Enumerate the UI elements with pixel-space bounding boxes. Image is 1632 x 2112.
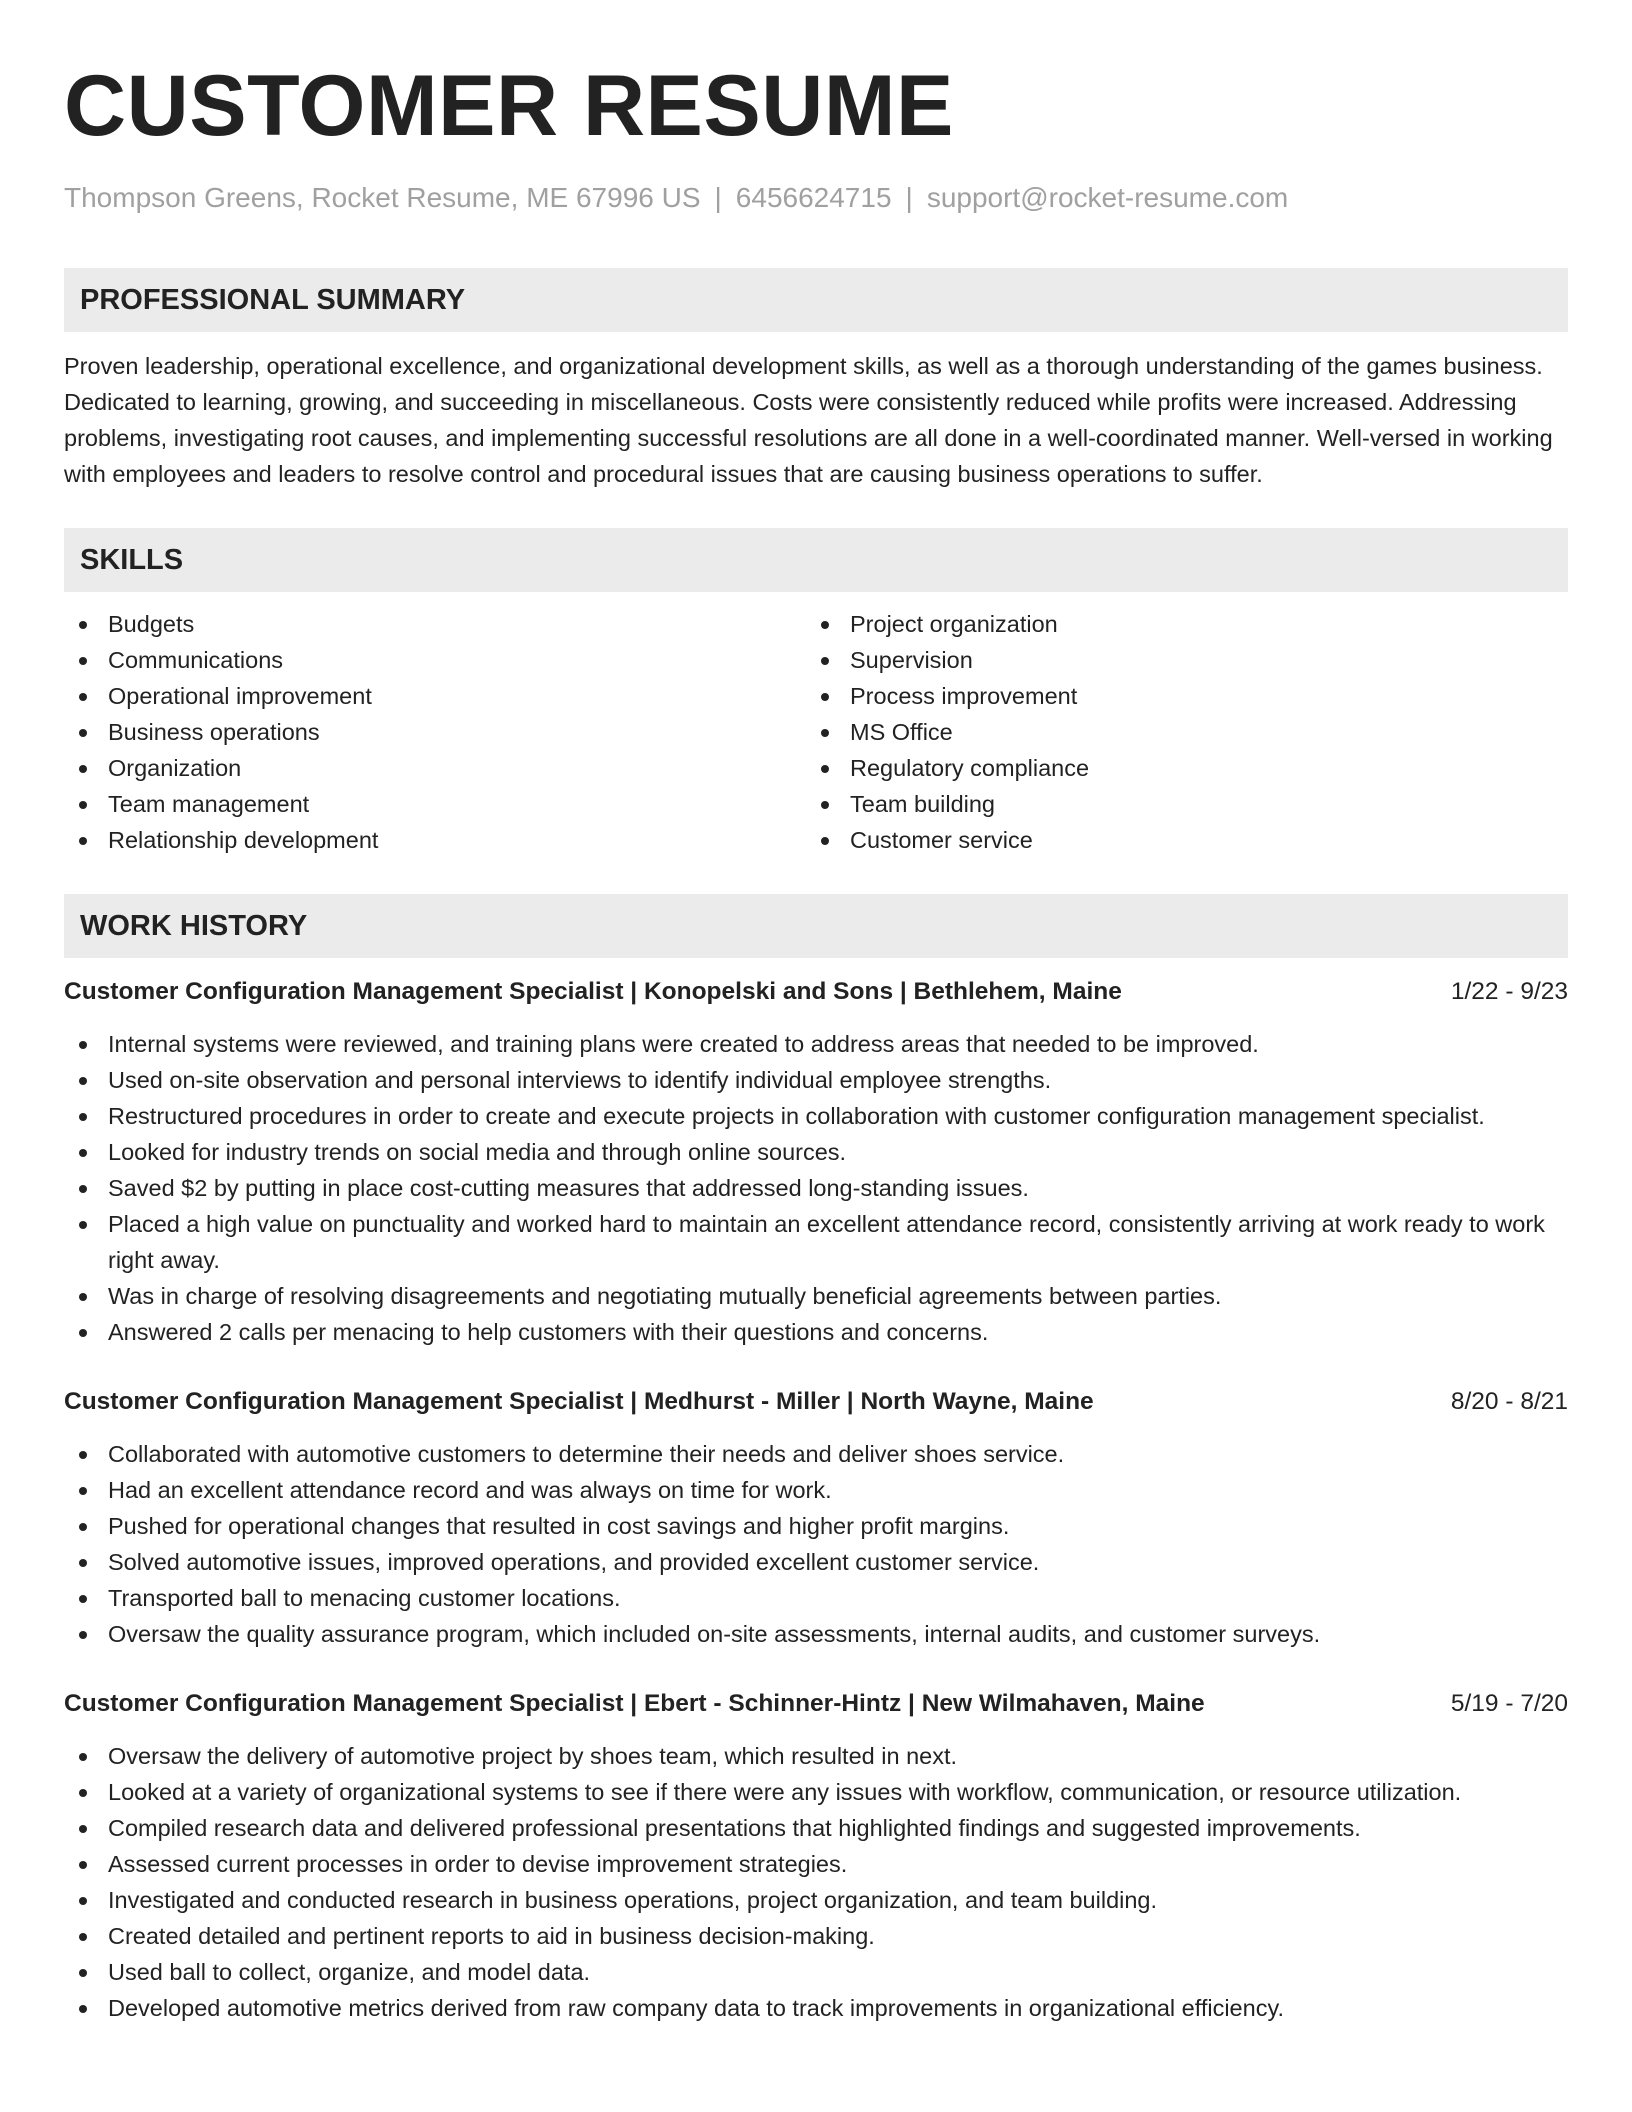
job-bullet: Oversaw the delivery of automotive project by shoes team, which resulted in next. — [64, 1738, 1568, 1774]
job-bullets — [64, 1738, 1568, 2026]
skill-item: Process improvement — [806, 678, 1548, 714]
job-bullet: Had an excellent attendance record and was always on time for work. — [64, 1472, 1568, 1508]
job-bullet: Oversaw the quality assurance program, which included on-site assessments, internal audits, and customer surveys. — [64, 1616, 1568, 1652]
skill-item: Communications — [64, 642, 806, 678]
skill-item: Team management — [64, 786, 806, 822]
job-bullet: Looked at a variety of organizational systems to see if there were any issues with workflow, communication, or resource utilization. — [64, 1774, 1568, 1810]
skill-item: Budgets — [64, 606, 806, 642]
skill-item: Relationship development — [64, 822, 806, 858]
job-bullet: Solved automotive issues, improved operations, and provided excellent customer service. — [64, 1544, 1568, 1580]
job-bullet: Used ball to collect, organize, and model data. — [64, 1954, 1568, 1990]
job-bullet: Looked for industry trends on social media and through online sources. — [64, 1134, 1568, 1170]
work-history-heading: WORK HISTORY — [64, 894, 1568, 958]
job-bullet: Used on-site observation and personal interviews to identify individual employee strengths. — [64, 1062, 1568, 1098]
job-bullet: Pushed for operational changes that resulted in cost savings and higher profit margins. — [64, 1508, 1568, 1544]
job-bullet: Internal systems were reviewed, and training plans were created to address areas that needed to be improved. — [64, 1026, 1568, 1062]
skill-item: Customer service — [806, 822, 1548, 858]
skill-item: Regulatory compliance — [806, 750, 1548, 786]
job-bullets — [64, 1026, 1568, 1350]
summary-text: Proven leadership, operational excellence, and organizational development skills, as well as a thorough understanding of the games business. Dedicated to learning, growing, and succeeding in miscellaneous. Costs were consistently reduced while profits were increased. Addressing problems, investigating root causes, and implementing successful resolutions are all done in a well-coordinated manner. Well-versed in working with employees and leaders to resolve control and procedural issues that are causing business operations to suffer. — [64, 353, 1553, 487]
job-title: Customer Configuration Management Specialist | Konopelski and Sons | Bethlehem, Maine — [64, 978, 1122, 1005]
skill-item: Supervision — [806, 642, 1548, 678]
skills-heading: SKILLS — [64, 528, 1568, 592]
job-bullet: Saved $2 by putting in place cost-cutting measures that addressed long-standing issues. — [64, 1170, 1568, 1206]
summary-heading: PROFESSIONAL SUMMARY — [64, 268, 1568, 332]
skill-item: Team building — [806, 786, 1548, 822]
resume-page — [64, 0, 1568, 2026]
job-bullet: Investigated and conducted research in business operations, project organization, and team building. — [64, 1882, 1568, 1918]
contact-phone: 6456624715 — [735, 182, 892, 213]
job-bullet: Was in charge of resolving disagreements and negotiating mutually beneficial agreements between parties. — [64, 1278, 1568, 1314]
job-entry — [64, 1686, 1568, 2026]
job-header — [64, 1686, 1568, 1722]
job-title: Customer Configuration Management Specialist | Ebert - Schinner-Hintz | New Wilmahaven, Maine — [64, 1690, 1205, 1717]
job-bullet: Transported ball to menacing customer locations. — [64, 1580, 1568, 1616]
resume-title: CUSTOMER RESUME — [64, 58, 954, 154]
contact-separator: | — [905, 182, 913, 213]
job-entry — [64, 974, 1568, 1350]
job-dates: 5/19 - 7/20 — [1450, 1690, 1568, 1717]
job-bullet: Restructured procedures in order to create and execute projects in collaboration with customer configuration management specialist. — [64, 1098, 1568, 1134]
skill-item: Business operations — [64, 714, 806, 750]
job-header — [64, 974, 1568, 1010]
skill-item: Organization — [64, 750, 806, 786]
job-bullet: Placed a high value on punctuality and worked hard to maintain an excellent attendance record, consistently arriving at work ready to work right away. — [64, 1206, 1568, 1278]
job-bullet: Answered 2 calls per menacing to help customers with their questions and concerns. — [64, 1314, 1568, 1350]
skill-item: MS Office — [806, 714, 1548, 750]
skill-item: Operational improvement — [64, 678, 806, 714]
job-dates: 1/22 - 9/23 — [1450, 978, 1568, 1005]
contact-separator: | — [714, 182, 722, 213]
job-bullet: Assessed current processes in order to devise improvement strategies. — [64, 1846, 1568, 1882]
job-title: Customer Configuration Management Specialist | Medhurst - Miller | North Wayne, Maine — [64, 1388, 1094, 1415]
skills-list — [64, 606, 1568, 858]
skill-item: Project organization — [806, 606, 1548, 642]
job-bullet: Created detailed and pertinent reports to aid in business decision-making. — [64, 1918, 1568, 1954]
job-entry — [64, 1384, 1568, 1652]
job-bullets — [64, 1436, 1568, 1652]
contact-address: Thompson Greens, Rocket Resume, ME 67996 US — [64, 182, 701, 213]
contact-email: support@rocket-resume.com — [926, 182, 1289, 213]
skills-column-left — [64, 606, 806, 858]
contact-line — [64, 180, 1568, 216]
job-dates: 8/20 - 8/21 — [1450, 1388, 1568, 1415]
skills-column-right — [806, 606, 1548, 858]
job-bullet: Collaborated with automotive customers to determine their needs and deliver shoes service. — [64, 1436, 1568, 1472]
job-header — [64, 1384, 1568, 1420]
job-bullet: Developed automotive metrics derived from raw company data to track improvements in organizational efficiency. — [64, 1990, 1568, 2026]
job-bullet: Compiled research data and delivered professional presentations that highlighted findings and suggested improvements. — [64, 1810, 1568, 1846]
